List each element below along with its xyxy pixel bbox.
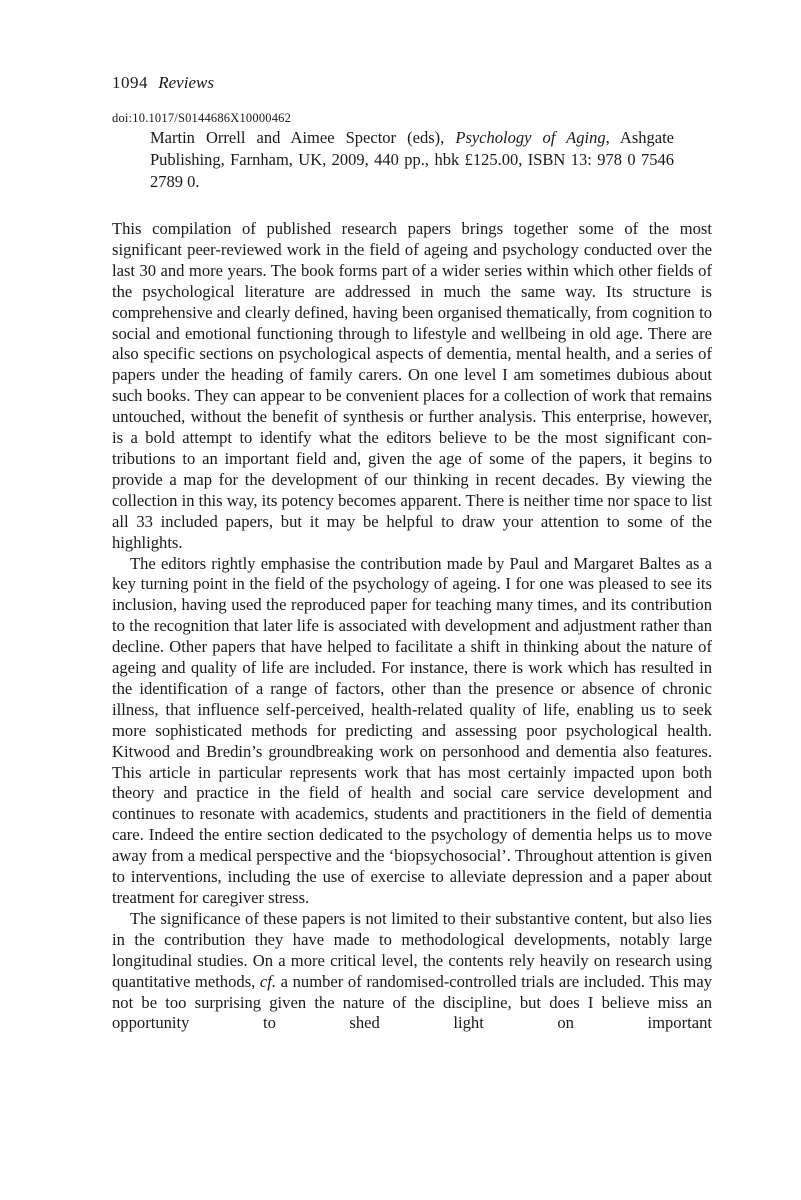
section-title: Reviews <box>158 73 214 92</box>
review-body <box>112 219 712 1034</box>
citation-authors: Martin Orrell and Aimee Spector (eds), <box>150 128 445 147</box>
paragraph-3 <box>112 909 712 1034</box>
book-citation <box>150 127 674 193</box>
citation-details: , Ashgate Publishing, Farnham, UK, 2009, 440 pp., hbk £125.00, ISBN 13: 978 0 7546 2789 0. <box>150 128 674 191</box>
paragraph-3-part-1: The significance of these papers is not limited to their substantive content, but also lies in the contribution they have made to methodological developments, notably large longitudinal studies. On a more critical level, the contents rely heavily on research using quantitative methods, <box>112 908 712 991</box>
page <box>112 72 712 1034</box>
paragraph-2: The editors rightly emphasise the contribution made by Paul and Margaret Baltes as a key turning point in the field of the psychology of ageing. I for one was pleased to see its inclusion, having used the reproduced paper for teaching many times, and its contribution to the recognition that later life is associated with development and adjustment rather than decline. Other papers that have helped to facilitate a shift in thinking about the nature of ageing and quality of life are included. For instance, there is work which has resulted in the identification of a range of factors, other than the presence or absence of chronic illness, that influence self-perceived, health-related quality of life, enabling us to seek more sophisticated methods for predicting and assessing poor psychological health. Kitwood and Bredin’s groundbreaking work on personhood and dementia also features. This article in particular represents work that has most certainly impacted upon both theory and practice in the field of health and social care service development and continues to resonate with academics, students and practitioners in the field of dementia care. Indeed the entire section dedicated to the psychology of dementia helps us to move away from a medical perspective and the ‘biopsychosocial’. Throughout attention is given to interventions, including the use of exercise to alleviate depression and a paper about treatment for caregiver stress. <box>112 553 712 907</box>
paragraph-1: This compilation of published research papers brings together some of the most significant peer-reviewed work in the field of ageing and psychology conducted over the last 30 and more years. The book forms part of a wider series within which other fields of the psychological literature are addressed in much the same way. Its structure is comprehensive and clearly defined, having been organised thematically, from cognition to social and emotional functioning through to lifestyle and wellbeing in old age. There are also specific sections on psychological aspects of dementia, mental health, and a series of papers under the heading of family carers. On one level I am sometimes dubious about such books. They can appear to be convenient places for a collection of work that remains untouched, without the benefit of synthesis or further analysis. This enterprise, however, is a bold attempt to identify what the editors believe to be the most significant contributions to an important field and, given the age of some of the papers, it begins to provide a map for the development of our thinking in recent decades. By viewing the collection in this way, its potency becomes apparent. There is neither time nor space to list all 33 included papers, but it may be helpful to draw your attention to some of the highlights. <box>112 219 712 552</box>
paragraph-3-cf: cf. <box>259 971 277 991</box>
citation-title: Psychology of Aging <box>455 128 606 147</box>
page-number: 1094 <box>112 73 148 92</box>
paragraph-3-part-2: a number of randomised-controlled trials are included. This may not be too surprising given the nature of the discipline, but does I believe miss an opportunity to shed light on important <box>112 971 712 1033</box>
doi: doi:10.1017/S0144686X10000462 <box>112 111 292 125</box>
running-head <box>112 72 712 94</box>
